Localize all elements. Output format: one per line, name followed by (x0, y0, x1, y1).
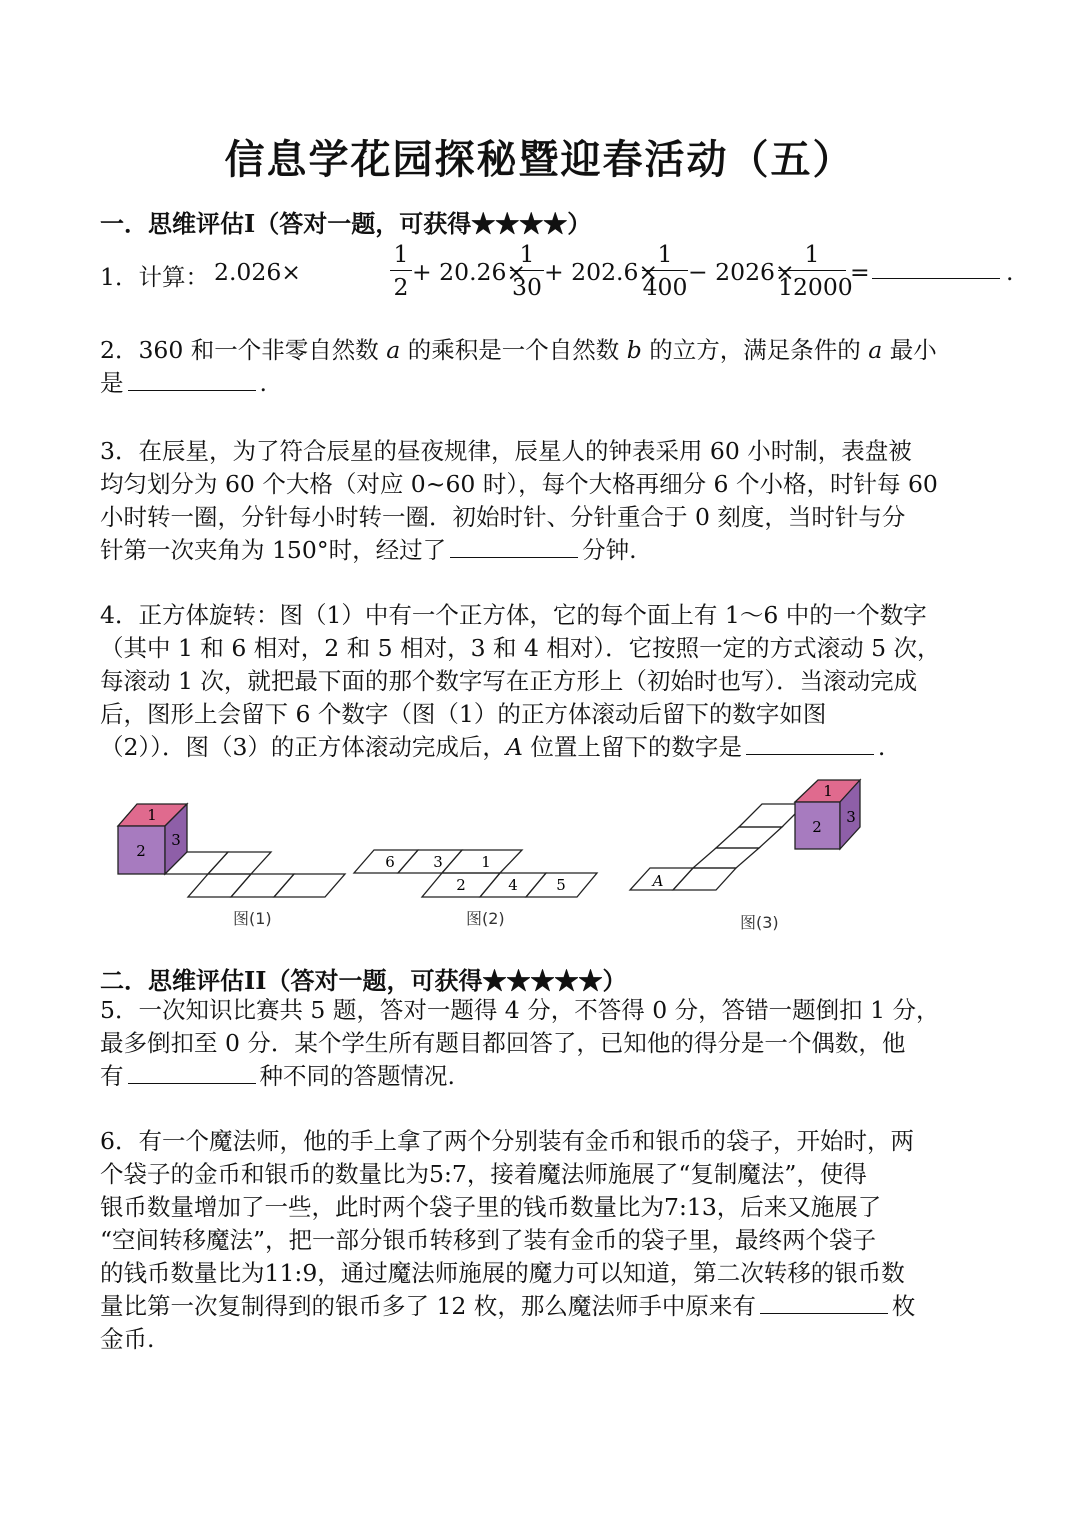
fig2-cell-6: 5 (556, 876, 566, 894)
text: 是 (100, 369, 124, 397)
q4-line-4: 后，图形上会留下 6 个数字（图（1）的正方体滚动后留下的数字如图 (100, 700, 827, 728)
cube-label-top: 1 (147, 806, 157, 824)
text: 的立方，满足条件的 (641, 336, 869, 364)
figure-svg (0, 770, 1079, 940)
cube-label-front: 2 (136, 842, 146, 860)
q1-term-1: 2.026× (214, 258, 301, 286)
fig2-cell-1: 6 (385, 853, 395, 871)
denominator: 30 (512, 273, 542, 301)
q4-line-5 (100, 731, 980, 764)
denominator: 12000 (778, 273, 853, 301)
answer-blank[interactable] (746, 734, 874, 755)
q6-line-4: “空间转移魔法”，把一部分银币转移到了装有金币的袋子里，最终两个袋子 (100, 1226, 877, 1254)
page-title: 信息学花园探秘暨迎春活动（五） (224, 136, 855, 183)
var-A: A (505, 733, 523, 761)
q1-fraction-1 (390, 240, 412, 301)
q1-equals: = (850, 258, 870, 286)
figure-3-caption: 图(3) (740, 913, 779, 932)
text: 最小 (882, 336, 937, 364)
numerator: 1 (804, 240, 820, 268)
text: 量比第一次复制得到的银币多了 12 枚，那么魔法师手中原来有 (100, 1292, 756, 1320)
q3-line-2: 均匀划分为 60 个大格（对应 0~60 时），每个大格再细分 6 个小格，时针每 60 (100, 470, 938, 498)
text: 有 (100, 1062, 124, 1090)
text: 枚 (891, 1292, 916, 1320)
text: . (877, 733, 886, 761)
position-A-label: A (652, 872, 664, 890)
fig2-cell-3: 1 (481, 853, 491, 871)
cube-label-top: 1 (823, 782, 833, 800)
answer-blank[interactable] (128, 1063, 256, 1084)
q1-term-4: − 2026× (688, 258, 795, 286)
q6-line-7: 金币. (100, 1325, 155, 1353)
q4-line-1: 4．正方体旋转：图（1）中有一个正方体，它的每个面上有 1～6 中的一个数字 (100, 601, 927, 629)
q4-line-3: 每滚动 1 次，就把最下面的那个数字写在正方形上（初始时也写）．当滚动完成 (100, 667, 918, 695)
text: （2））．图（3）的正方体滚动完成后， (100, 733, 506, 761)
figure-1 (118, 804, 345, 897)
answer-blank[interactable] (128, 370, 256, 391)
q6-line-3: 银币数量增加了一些，此时两个袋子里的钱币数量比为7:13，后来又施展了 (100, 1193, 882, 1221)
q6-line-5: 的钱币数量比为11:9，通过魔法师施展的魔力可以知道，第二次转移的银币数 (100, 1259, 905, 1287)
q5-line-2: 最多倒扣至 0 分．某个学生所有题目都回答了，已知他的得分是一个偶数，他 (100, 1029, 906, 1057)
q2-line-1 (100, 334, 980, 367)
text: 2．360 和一个非零自然数 (100, 336, 387, 364)
fraction-bar (642, 270, 688, 271)
figure-1-caption: 图(1) (233, 909, 272, 928)
text: . (259, 369, 267, 397)
text: 分钟. (582, 536, 637, 564)
denominator: 2 (393, 273, 409, 301)
figure-2-caption: 图(2) (466, 909, 505, 928)
q6-line-1: 6．有一个魔法师，他的手上拿了两个分别装有金币和银币的袋子，开始时，两 (100, 1127, 914, 1155)
cube-label-side: 3 (846, 808, 856, 826)
answer-blank[interactable] (760, 1293, 888, 1314)
q4-line-2: （其中 1 和 6 相对，2 和 5 相对，3 和 4 相对）．它按照一定的方式滚动 5 次， (100, 634, 941, 662)
cube-figures (0, 770, 1079, 940)
answer-blank[interactable] (450, 537, 578, 558)
question-5 (100, 994, 980, 1093)
question-3 (100, 435, 980, 567)
text: 的乘积是一个自然数 (400, 336, 627, 364)
q1-period: . (1006, 258, 1014, 286)
section-2-heading: 二．思维评估II（答对一题，可获得★★★★★） (100, 966, 627, 995)
q3-line-1: 3．在辰星，为了符合辰星的昼夜规律，辰星人的钟表采用 60 小时制，表盘被 (100, 437, 912, 465)
text: 针第一次夹角为 150°时，经过了 (100, 536, 447, 564)
q3-line-3: 小时转一圈，分针每小时转一圈．初始时针、分针重合于 0 刻度，当时针与分 (100, 503, 906, 531)
cube-label-side: 3 (171, 831, 181, 849)
question-4 (100, 599, 980, 764)
q1-prefix: 1．计算： (100, 263, 209, 291)
q3-line-4 (100, 534, 980, 567)
q1-term-3: + 202.6× (544, 258, 659, 286)
section-1-heading: 一．思维评估I（答对一题，可获得★★★★） (100, 209, 592, 238)
q5-line-3 (100, 1060, 980, 1093)
q1-term-2: + 20.26× (412, 258, 527, 286)
var-a: a (868, 336, 883, 364)
figure-3 (630, 780, 860, 890)
question-6 (100, 1125, 980, 1356)
fig2-cell-4: 2 (456, 876, 466, 894)
q6-line-2: 个袋子的金币和银币的数量比为5:7，接着魔法师施展了“复制魔法”，使得 (100, 1160, 867, 1188)
fraction-bar (510, 270, 544, 271)
fig2-cell-2: 3 (433, 853, 443, 871)
q2-line-2 (100, 367, 980, 400)
numerator: 1 (519, 240, 535, 268)
q5-line-1: 5．一次知识比赛共 5 题，答对一题得 4 分，不答得 0 分，答错一题倒扣 1 分， (100, 996, 940, 1024)
q6-line-6 (100, 1290, 980, 1323)
numerator: 1 (657, 240, 673, 268)
var-b: b (626, 336, 642, 364)
fig2-cell-5: 4 (508, 876, 518, 894)
q1-fraction-4 (778, 240, 853, 301)
numerator: 1 (393, 240, 409, 268)
fraction-bar (390, 270, 412, 271)
question-2 (100, 334, 980, 400)
q1-fraction-3 (642, 240, 688, 301)
denominator: 400 (642, 273, 688, 301)
figure-2 (354, 850, 597, 897)
text: 种不同的答题情况. (259, 1062, 455, 1090)
var-a: a (386, 336, 401, 364)
answer-blank[interactable] (872, 256, 1000, 279)
q1-fraction-2 (510, 240, 544, 301)
cube-label-front: 2 (812, 818, 822, 836)
fraction-bar (778, 270, 846, 271)
text: 位置上留下的数字是 (522, 733, 742, 761)
